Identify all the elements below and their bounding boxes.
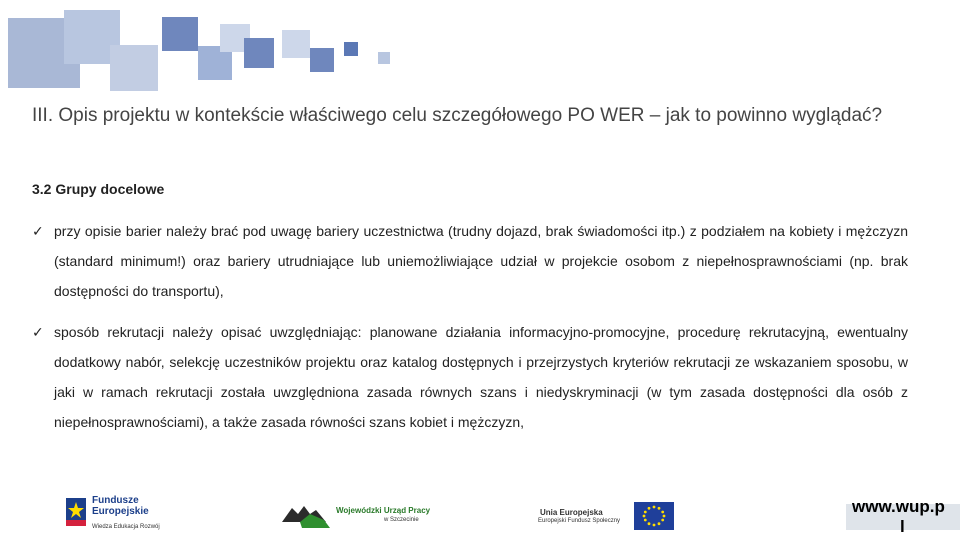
bullet-text: przy opisie barier należy brać pod uwagę bariery uczestnictwa (trudny dojazd, brak świadomości itp.) z podziałem na kobiety i mężczyzn (standard minimum!) oraz bariery utrudniające lub uniemożliwiające udział w projekcie osobom z niepełnosprawnościami (np. brak dostępności do transportu), bbox=[54, 223, 908, 299]
decor-square bbox=[310, 48, 334, 72]
logo-ue-name: Unia Europejska bbox=[540, 508, 603, 517]
bullet-item bbox=[32, 317, 908, 437]
decor-square bbox=[110, 45, 158, 91]
decor-square bbox=[344, 42, 358, 56]
logo-fe-sub: Wiedza Edukacja Rozwój bbox=[92, 524, 160, 530]
logo-wup-sub: w Szczecinie bbox=[384, 517, 419, 523]
logo-wup-name: Wojewódzki Urząd Pracy bbox=[336, 506, 431, 515]
logo-unia-europejska bbox=[538, 500, 678, 532]
logo-fe-line1: Fundusze bbox=[92, 495, 139, 506]
wup-bars-icon bbox=[280, 500, 332, 530]
bullet-text: sposób rekrutacji należy opisać uwzględniając: planowane działania informacyjno-promocyjne, procedurę rekrutacyjną, ewentualny dodatkowy nabór, selekcję uczestników projektu oraz katalog dostępnych i przejrzystych kryteriów rekrutacji ze wskazaniem sposobu, w jaki w ramach rekrutacji została uwzględniona zasada równych szans i niedyskryminacji (w tym zasada dostępności dla osób z niepełnosprawnościami), a także zasada równości szans kobiet i mężczyzn, bbox=[54, 324, 908, 430]
decor-square bbox=[282, 30, 310, 58]
bullet-item bbox=[32, 216, 908, 306]
decor-square bbox=[378, 52, 390, 64]
eu-flag-icon bbox=[634, 502, 674, 530]
checkmark-icon: ✓ bbox=[32, 223, 44, 239]
section-heading: 3.2 Grupy docelowe bbox=[32, 181, 165, 197]
slide-title: III. Opis projektu w kontekście właściwego celu szczegółowego PO WER – jak to powinno wyglądać? bbox=[32, 105, 883, 126]
logo-fundusze-europejskie bbox=[64, 494, 176, 536]
decor-square bbox=[244, 38, 274, 68]
website-url[interactable]: www.wup.p bbox=[852, 497, 945, 516]
logo-wup bbox=[280, 498, 430, 532]
logo-ue-sub: Europejski Fundusz Społeczny bbox=[538, 518, 621, 524]
logo-fe-line2: Europejskie bbox=[92, 506, 149, 517]
decor-square bbox=[162, 17, 198, 51]
fundusze-europejskie-star-icon bbox=[64, 496, 88, 528]
checkmark-icon: ✓ bbox=[32, 324, 44, 340]
website-url-overflow: l bbox=[900, 517, 905, 536]
